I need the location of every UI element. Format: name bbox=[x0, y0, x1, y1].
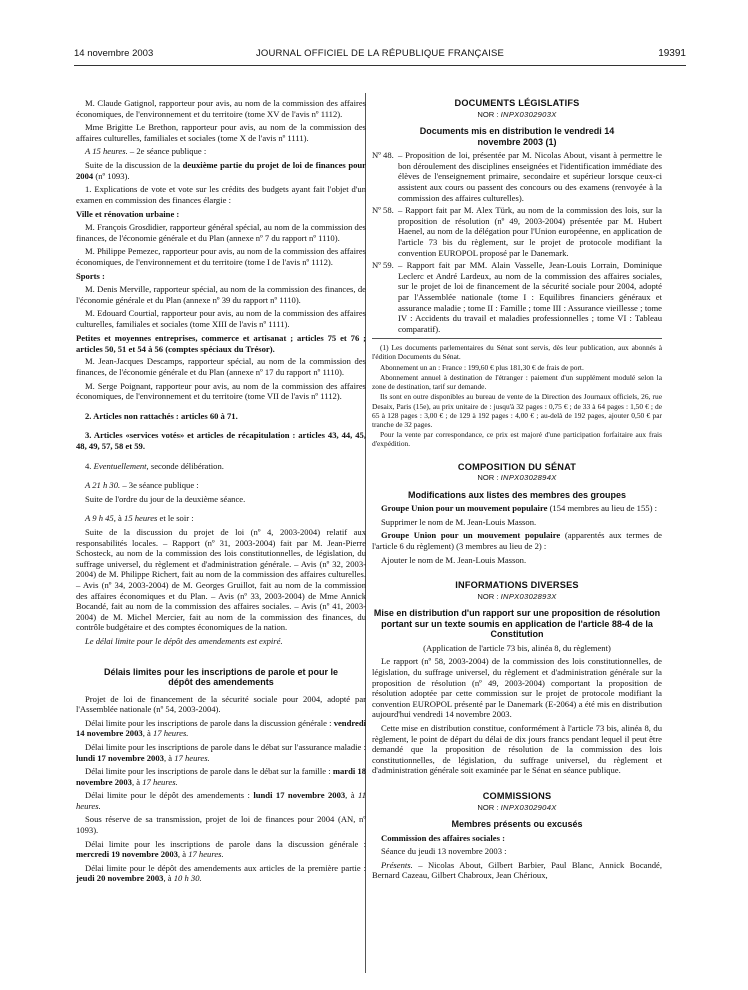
informations-subheading: Mise en distribution d'un rapport sur une proposition de résolution portant sur un texte soumis en application de l'article 88-4 de la Constitution bbox=[373, 608, 661, 640]
section-title-composition: COMPOSITION DU SÉNAT bbox=[457, 461, 577, 472]
nor-reference: NOR : INPX0302903X bbox=[477, 109, 557, 119]
deadline-item: Délai limite pour les inscriptions de parole dans le débat sur la famille : mardi 18 novembre 2003, à 17 heures. bbox=[76, 766, 366, 787]
articles-services-votes: 3. Articles «services votés» et articles de récapitulation : articles 43, 44, 45, 48, 49, 57, 58 et 59. bbox=[76, 430, 366, 452]
delais-heading: Délais limites pour les inscriptions de parole et pour le dépôt des amendements bbox=[103, 666, 339, 688]
page-number: 19391 bbox=[658, 48, 686, 59]
deadline-item: Délai limite pour les inscriptions de parole dans le débat sur l'assurance maladie : lundi 17 novembre 2003, à 17 heures. bbox=[76, 741, 366, 763]
deadline-item: Délai limite pour le dépôt des amendements : lundi 17 novembre 2003, à 11 heures. bbox=[76, 790, 366, 811]
footnote: Abonnement un an : France : 199,60 € plus 181,30 € de frais de port. bbox=[380, 362, 584, 372]
paragraph: Séance du jeudi 13 novembre 2003 : bbox=[381, 846, 507, 857]
document-item: Nº 58. – Rapport fait par M. Alex Türk, au nom de la commission des lois, sur la proposition de résolution (nº 49, 2003-2004) présentée par M. Hubert Haenel, au nom de la délégation pour l'Union européenne, en application de l'article 73 bis du règlement, sur le projet de protocole modifiant la convention EUROPOL proposé par le Danemark. bbox=[372, 205, 662, 258]
budget-heading-ville: Ville et rénovation urbaine : bbox=[76, 209, 180, 220]
session-time: A 21 h 30. – 3e séance publique : bbox=[85, 480, 199, 491]
commission-name: Commission des affaires sociales : bbox=[381, 832, 505, 843]
header-rule bbox=[74, 65, 686, 66]
section-title-informations: INFORMATIONS DIVERSES bbox=[455, 580, 579, 591]
session-time: A 15 heures. – 2e séance publique : bbox=[85, 146, 207, 157]
section-title-documents: DOCUMENTS LÉGISLATIFS bbox=[454, 98, 580, 108]
footnote: Abonnement annuel à destination de l'étranger : paiement d'un supplément modulé selon la zone de destination, tarif sur demande. bbox=[372, 372, 662, 392]
paragraph: Groupe Union pour un mouvement populaire (apparentés aux termes de l'article 6 du règlement) (3 membres au lieu de 2) : bbox=[372, 530, 662, 551]
document-item: Nº 59. – Rapport fait par MM. Alain Vasselle, Jean-Louis Lorrain, Dominique Leclerc et André Lardeux, au nom de la commission des affaires sociales, sur le projet de loi de financement de la sécurité sociale pour 2004, adopté par l'Assemblée nationale (tome I : Equilibres financiers généraux et assurance maladie ; tome II : Famille ; tome III : Assurance vieillesse ; tome IV : Accidents du travail et maladies professionnelles ; tome VI : Tableau comparatif). bbox=[372, 260, 662, 334]
header-date: 14 novembre 2003 bbox=[74, 48, 154, 59]
document-item: Nº 48. – Proposition de loi, présentée par M. Nicolas About, visant à permettre le bon déroulement des disciplines enseignées et l'identification immédiate des élèves de l'enseignement primaire, secondaire et supérieur lorsque ceux-ci assistent aux cours ou passent des concours ou des examens (renvoyée à la commission des affaires culturelles). bbox=[372, 150, 662, 203]
paragraph: M. Philippe Pemezec, rapporteur pour avis, au nom de la commission des affaires économiques, de l'environnement et du territoire (tome I de l'avis nº 1112). bbox=[76, 246, 366, 267]
nor-reference: NOR : INPX0302904X bbox=[477, 802, 557, 812]
application-note: (Application de l'article 73 bis, alinéa 8, du règlement) bbox=[423, 642, 611, 653]
footnote-rule bbox=[372, 338, 662, 339]
budget-heading-sports: Sports : bbox=[76, 271, 105, 282]
deadline-note: Le délai limite pour le dépôt des amendements est expiré. bbox=[85, 635, 283, 646]
paragraph: M. Denis Merville, rapporteur spécial, au nom de la commission des finances, de l'économie générale et du Plan (annexe nº 39 du rapport nº 1110). bbox=[76, 283, 366, 305]
paragraph: Suite de la discussion de la deuxième partie du projet de loi de finances pour 2004 (nº 1093). bbox=[76, 159, 366, 181]
paragraph: M. Claude Gatignol, rapporteur pour avis, au nom de la commission des affaires économiques, de l'environnement et du territoire (tome XV de l'avis nº 1112). bbox=[76, 98, 366, 119]
paragraph: Sous réserve de sa transmission, projet de loi de finances pour 2004 (AN, nº 1093). bbox=[76, 814, 366, 836]
deadline-item: Délai limite pour les inscriptions de parole dans la discussion générale : mercredi 19 novembre 2003, à 17 heures. bbox=[76, 838, 366, 860]
articles-non-rattaches: 2. Articles non rattachés : articles 60 à 71. bbox=[85, 410, 238, 421]
footnote: Ils sont en outre disponibles au bureau de vente de la Direction des Journaux officiels, 26, rue Desaix, Paris (15e), au prix unitaire de : jusqu'à 32 pages : 0,75 € ; de 33 à 64 pages : 1,50 € ; de 65 à 128 pages : 3,00 € ; de 129 à 192 pages : 4,00 € ; au-delà de 192 pages, ajouter 0,50 € par tranche de 32 pages. bbox=[372, 392, 662, 429]
commissions-subheading: Membres présents ou excusés bbox=[451, 819, 583, 830]
paragraph: Supprimer le nom de M. Jean-Louis Masson. bbox=[381, 516, 537, 527]
section-title-commissions: COMMISSIONS bbox=[482, 790, 552, 801]
budget-heading-pme: Petites et moyennes entreprises, commerce et artisanat ; articles 75 et 76 ; articles 50, 51 et 54 à 56 (comptes spéciaux du Trésor). bbox=[76, 333, 366, 354]
deadline-item: Délai limite pour le dépôt des amendements aux articles de la première partie : jeudi 20 novembre 2003, à 10 h 30. bbox=[76, 862, 366, 884]
session-time: A 9 h 45, à 15 heures et le soir : bbox=[85, 513, 194, 524]
paragraph: Présents. – Nicolas About, Gilbert Barbier, Paul Blanc, Annick Bocandé, Bernard Cazeau, Gilbert Chabroux, Jean Chérioux, bbox=[372, 859, 662, 881]
nor-reference: NOR : INPX0302894X bbox=[477, 473, 557, 483]
footnotes bbox=[372, 343, 662, 448]
paragraph: 1. Explications de vote et vote sur les crédits des budgets ayant fait l'objet d'un examen en commission des finances élargie : bbox=[76, 184, 366, 205]
footnote: Pour la vente par correspondance, ce prix est majoré d'une participation forfaitaire aux frais d'expédition. bbox=[372, 430, 662, 449]
paragraph: Ajouter le nom de M. Jean-Louis Masson. bbox=[381, 554, 527, 565]
paragraph: M. Jean-Jacques Descamps, rapporteur spécial, au nom de la commission des finances, de l'économie générale et du Plan (annexe nº 17 du rapport nº 1110). bbox=[76, 356, 366, 378]
paragraph: M. Serge Poignant, rapporteur pour avis, au nom de la commission des affaires économiques, de l'environnement et du territoire (tome VII de l'avis nº 1112). bbox=[76, 380, 366, 402]
paragraph: Suite de l'ordre du jour de la deuxième séance. bbox=[85, 493, 246, 504]
left-column bbox=[76, 98, 366, 887]
deadline-item: Délai limite pour les inscriptions de parole dans la discussion générale : vendredi 14 novembre 2003, à 17 heures. bbox=[76, 717, 366, 739]
paragraph: 4. Eventuellement, seconde délibération. bbox=[85, 460, 224, 471]
paragraph: Cette mise en distribution constitue, conformément à l'article 73 bis, alinéa 8, du règlement, le point de départ du délai de dix jours francs pendant lequel il peut être demandé que la proposition de résolution de la commission des lois constitutionnelles, de législation, du suffrage universel, du règlement et d'administration générale soit examinée par le Sénat en séance publique. bbox=[372, 723, 662, 776]
nor-reference: NOR : INPX0302893X bbox=[477, 591, 557, 601]
paragraph: M. François Grosdidier, rapporteur général spécial, au nom de la commission des finances, de l'économie générale et du Plan (annexe nº 7 du rapport nº 1110). bbox=[76, 221, 366, 243]
composition-subheading: Modifications aux listes des membres des groupes bbox=[407, 489, 627, 500]
paragraph: M. Edouard Courtial, rapporteur pour avis, au nom de la commission des affaires culturelles, familiales et sociales (tome XIII de l'avis nº 1111). bbox=[76, 308, 366, 329]
paragraph: Projet de loi de financement de la sécurité sociale pour 2004, adopté par l'Assemblée nationale (nº 54, 2003-2004). bbox=[76, 693, 366, 715]
paragraph: Groupe Union pour un mouvement populaire (154 membres au lieu de 155) : bbox=[381, 503, 657, 514]
journal-title: JOURNAL OFFICIEL DE LA RÉPUBLIQUE FRANÇAISE bbox=[255, 48, 505, 59]
running-header bbox=[74, 48, 686, 62]
paragraph: Le rapport (nº 58, 2003-2004) de la commission des lois constitutionnelles, de législation, du suffrage universel, du règlement et d'administration générale sur la proposition de résolution (nº 49, 2003-2004) comportant la proposition de résolution adoptée par cette commission sur le projet de protocole modifiant la convention EUROPOL présenté par le Danemark (E-2064) a été mis en distribution aujourd'hui vendredi 14 novembre 2003. bbox=[372, 656, 662, 720]
paragraph: Mme Brigitte Le Brethon, rapporteur pour avis, au nom de la commission des affaires culturelles, familiales et sociales (tome X de l'avis nº 1111). bbox=[76, 122, 366, 143]
right-column bbox=[372, 96, 662, 884]
paragraph: Suite de la discussion du projet de loi (nº 4, 2003-2004) relatif aux responsabilités locales. – Rapport (nº 31, 2003-2004) fait par M. Jean-Pierre Schosteck, au nom de la commission des lois constitutionnelles, de législation, du suffrage universel, du règlement et d'administration générale. – Avis (nº 32, 2003-2004) de M. Philippe Richert, fait au nom de la commission des affaires culturelles. – Avis (nº 34, 2003-2004) de M. Georges Gruillot, fait au nom de la commission des affaires économiques et du Plan. – Avis (nº 33, 2003-2004) de Mme Annick Bocandé, fait au nom de la commission des affaires sociales. – Avis (nº 41, 2003-2004) de M. Michel Mercier, fait au nom de la commission des finances, du contrôle budgétaire et des comptes économiques de la nation. bbox=[76, 527, 366, 633]
footnote: (1) Les documents parlementaires du Sénat sont servis, dès leur publication, aux abonnés à l'édition Documents du Sénat. bbox=[372, 343, 662, 362]
documents-subheading: Documents mis en distribution le vendredi 14 novembre 2003 (1) bbox=[419, 126, 615, 147]
